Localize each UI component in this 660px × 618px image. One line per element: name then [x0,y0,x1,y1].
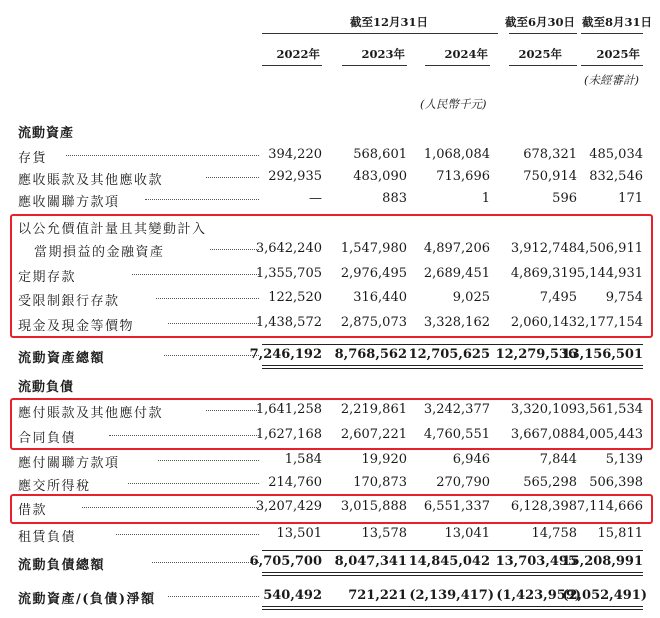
year-header-2024: 2024年 [444,47,488,61]
highlight-box-payables [10,398,653,450]
cell-col-1: 1,641,258 [255,402,322,417]
cell-col-2: 8,768,562 [334,347,407,362]
cell-col-4: 565,298 [523,475,577,490]
cell-col-4: 4,869,319 [510,266,577,281]
cell-col-4: 14,758 [531,526,577,541]
row-label: 受限制銀行存款 [18,294,120,309]
row-label: 定期存款 [18,270,77,285]
cell-col-3: 4,760,551 [423,427,490,442]
total-liabilities-double-rule [262,572,643,576]
cell-col-4: 6,128,398 [510,499,577,514]
cell-col-3: 3,242,377 [423,402,490,417]
year-underline-2025-aug [581,65,643,66]
cell-col-4: 13,703,495 [495,554,577,569]
row-label: 應付賬款及其他應付款 [18,406,164,421]
total-assets-double-rule [262,365,643,369]
highlight-box-assets [10,214,653,338]
year-header-2025-jun: 2025年 [518,47,562,61]
row-label: 租賃負債 [18,530,77,545]
row-label: 借款 [18,503,48,518]
cell-col-5: 2,177,154 [576,315,643,330]
cell-col-1: 122,520 [268,290,322,305]
row-label: 當期損益的金融資產 [34,245,165,260]
cell-col-1: 1,355,705 [255,266,322,281]
cell-col-4: 750,914 [523,169,577,184]
cell-col-1: 3,207,429 [255,499,322,514]
cell-col-3: (2,139,417) [409,588,494,603]
total-assets-top-rule [262,344,643,345]
cell-col-4: 7,844 [539,452,577,467]
cell-col-3: 13,041 [444,526,490,541]
cell-col-2: 2,219,861 [340,402,407,417]
year-header-2025-aug: 2025年 [596,47,640,61]
section-current-liabilities: 流動負債 [18,380,75,395]
cell-col-2: 13,578 [361,526,407,541]
cell-col-5: 13,156,501 [561,347,643,362]
cell-col-1: 7,246,192 [249,347,322,362]
cell-col-1: 1,438,572 [255,315,322,330]
table-row-related-receivables [0,191,660,213]
cell-col-4: 678,321 [523,147,577,162]
year-underline-2024 [425,65,490,66]
row-label: 存貨 [18,151,48,166]
cell-col-5: 485,034 [589,147,643,162]
cell-col-1: — [309,191,322,206]
cell-col-3: 6,946 [452,452,490,467]
year-header-2022: 2022年 [276,47,320,61]
cell-col-2: 19,920 [361,452,407,467]
cell-col-3: 3,328,162 [423,315,490,330]
highlight-box-borrowings [10,494,653,524]
cell-col-5: 171 [618,191,643,206]
cell-col-4: 2,060,143 [510,315,577,330]
table-row-trade-receivables [0,169,660,191]
table-row-related-payables [0,452,660,474]
cell-col-4: 3,912,748 [510,241,577,256]
cell-col-2: 170,873 [353,475,407,490]
cell-col-1: 292,935 [268,169,322,184]
cell-col-2: 2,976,495 [340,266,407,281]
group-header-dec31: 截至12月31日 [349,15,428,29]
cell-col-5: 15,208,991 [561,554,643,569]
cell-col-2: 2,607,221 [340,427,407,442]
cell-col-3: 2,689,451 [423,266,490,281]
cell-col-3: 9,025 [452,290,490,305]
cell-col-3: 270,790 [436,475,490,490]
cell-col-2: 3,015,888 [340,499,407,514]
cell-col-1: 13,501 [276,526,322,541]
cell-col-5: (2,052,491) [562,588,647,603]
row-label: 應交所得稅 [18,479,91,494]
cell-col-1: 394,220 [268,147,322,162]
cell-col-4: 3,667,088 [510,427,577,442]
cell-col-1: 1,584 [284,452,322,467]
cell-col-5: 506,398 [589,475,643,490]
cell-col-5: 4,506,911 [576,241,643,256]
table-row-inventories [0,147,660,169]
row-label: 流動資產/(負債)淨額 [18,592,156,607]
cell-col-5: 7,114,666 [576,499,643,514]
cell-col-5: 5,144,931 [576,266,643,281]
group-underline-dec31 [262,33,498,34]
unaudited-note: (未經審計) [584,73,639,87]
cell-col-2: 883 [382,191,407,206]
cell-col-5: 4,005,443 [576,427,643,442]
cell-col-2: 721,221 [348,588,407,603]
row-label: 現金及現金等價物 [18,319,135,334]
net-current-double-rule [262,606,643,610]
row-label: 應付關聯方款項 [18,456,120,471]
cell-col-5: 5,139 [605,452,643,467]
year-underline-2025-jun [509,65,577,66]
table-row-lease-liabilities [0,526,660,548]
total-liabilities-top-rule [262,550,643,551]
row-label: 應收關聯方款項 [18,195,120,210]
cell-col-3: 14,845,042 [408,554,490,569]
leader-dots [66,155,259,156]
cell-col-3: 1 [481,191,490,206]
cell-col-4: 7,495 [539,290,577,305]
cell-col-2: 568,601 [353,147,407,162]
cell-col-3: 713,696 [436,169,490,184]
cell-col-5: 3,561,534 [576,402,643,417]
cell-col-2: 8,047,341 [334,554,407,569]
row-label: 合同負債 [18,431,77,446]
cell-col-3: 6,551,337 [423,499,490,514]
group-header-jun30: 截至6月30日 [504,15,575,29]
cell-col-1: 6,705,700 [249,554,322,569]
group-underline-aug31 [581,33,643,34]
row-label: 流動負債總額 [18,558,106,573]
cell-col-3: 1,068,084 [423,147,490,162]
section-current-assets: 流動資產 [18,126,75,141]
year-underline-2022 [262,65,322,66]
row-label: 應收賬款及其他應收款 [18,173,164,188]
cell-col-4: 12,279,536 [495,347,577,362]
cell-col-3: 4,897,206 [423,241,490,256]
cell-col-2: 483,090 [353,169,407,184]
cell-col-2: 2,875,073 [340,315,407,330]
year-header-2023: 2023年 [361,47,405,61]
currency-note: (人民幣千元) [420,97,487,111]
cell-col-2: 316,440 [353,290,407,305]
cell-col-3: 12,705,625 [408,347,490,362]
group-underline-jun30 [509,33,577,34]
cell-col-1: 540,492 [263,588,322,603]
year-underline-2023 [342,65,407,66]
cell-col-4: 596 [552,191,577,206]
cell-col-5: 15,811 [597,526,643,541]
cell-col-1: 3,642,240 [255,241,322,256]
row-label: 以公允價值計量且其變動計入 [18,222,207,237]
cell-col-5: 832,546 [589,169,643,184]
cell-col-4: (1,423,959) [496,588,581,603]
cell-col-1: 1,627,168 [255,427,322,442]
cell-col-1: 214,760 [268,475,322,490]
cell-col-2: 1,547,980 [340,241,407,256]
row-label: 流動資產總額 [18,351,106,366]
group-header-aug31: 截至8月31日 [581,15,652,29]
cell-col-4: 3,320,109 [510,402,577,417]
cell-col-5: 9,754 [605,290,643,305]
